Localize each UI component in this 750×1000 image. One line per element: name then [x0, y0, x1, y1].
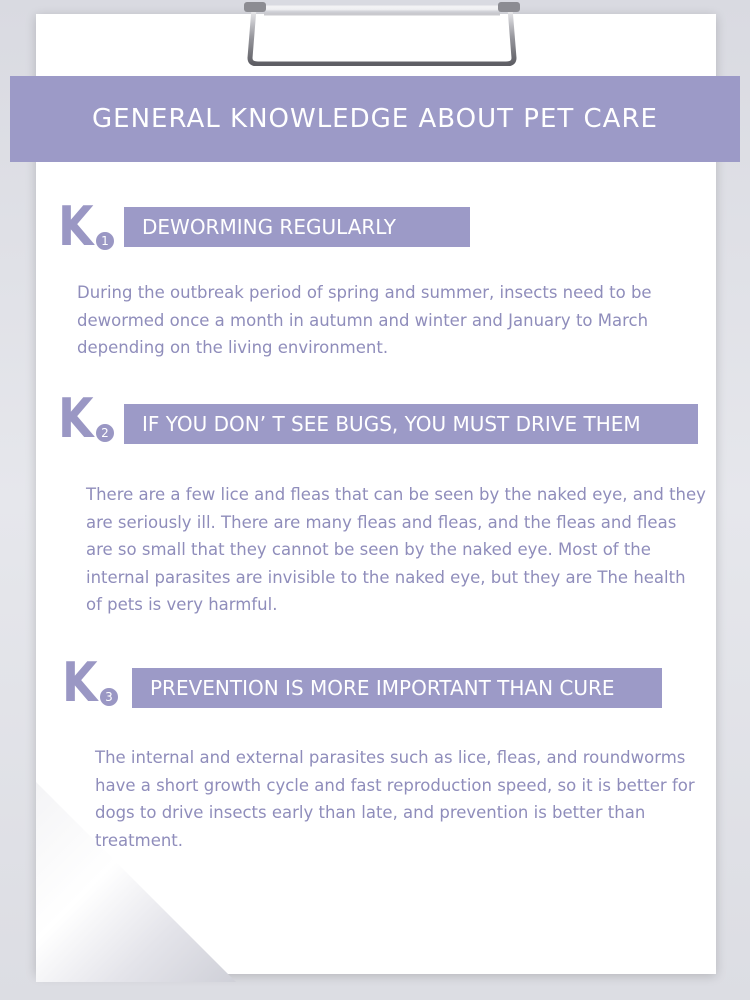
- section-heading-3: PREVENTION IS MORE IMPORTANT THAN CURE: [132, 668, 662, 708]
- clipboard-clip-icon: [244, 0, 520, 66]
- section-badge-letter: K: [58, 195, 94, 258]
- section-badge-number: 2: [94, 422, 116, 444]
- section-body-1: During the outbreak period of spring and summer, insects need to be dewormed once a month in autumn and winter and January to March depending on the living environment.: [77, 283, 652, 357]
- title-banner: [10, 76, 740, 162]
- section-heading-1: DEWORMING REGULARLY: [124, 207, 470, 247]
- section-badge-number: 3: [98, 686, 120, 708]
- section-badge-2: [58, 387, 118, 452]
- page-title: GENERAL KNOWLEDGE ABOUT PET CARE: [92, 104, 658, 134]
- section-badge-letter: K: [58, 387, 94, 450]
- section-body-2: There are a few lice and fleas that can be seen by the naked eye, and they are seriously ill. There are many fleas and fleas, and the fleas and fleas are so small that they cannot be seen by the naked eye. Most of the internal parasites are invisible to the naked eye, but they are The health of pets is very harmful.: [86, 485, 706, 614]
- section-badge-letter: K: [62, 651, 98, 714]
- section-badge-number: 1: [94, 230, 116, 252]
- section-badge-1: [58, 195, 118, 260]
- section-heading-2: IF YOU DON’ T SEE BUGS, YOU MUST DRIVE THEM: [124, 404, 698, 444]
- section-badge-3: [62, 651, 122, 716]
- section-body-3: The internal and external parasites such as lice, fleas, and roundworms have a short growth cycle and fast reproduction speed, so it is better for dogs to drive insects early than late, and prevention is better than treatment.: [95, 748, 695, 850]
